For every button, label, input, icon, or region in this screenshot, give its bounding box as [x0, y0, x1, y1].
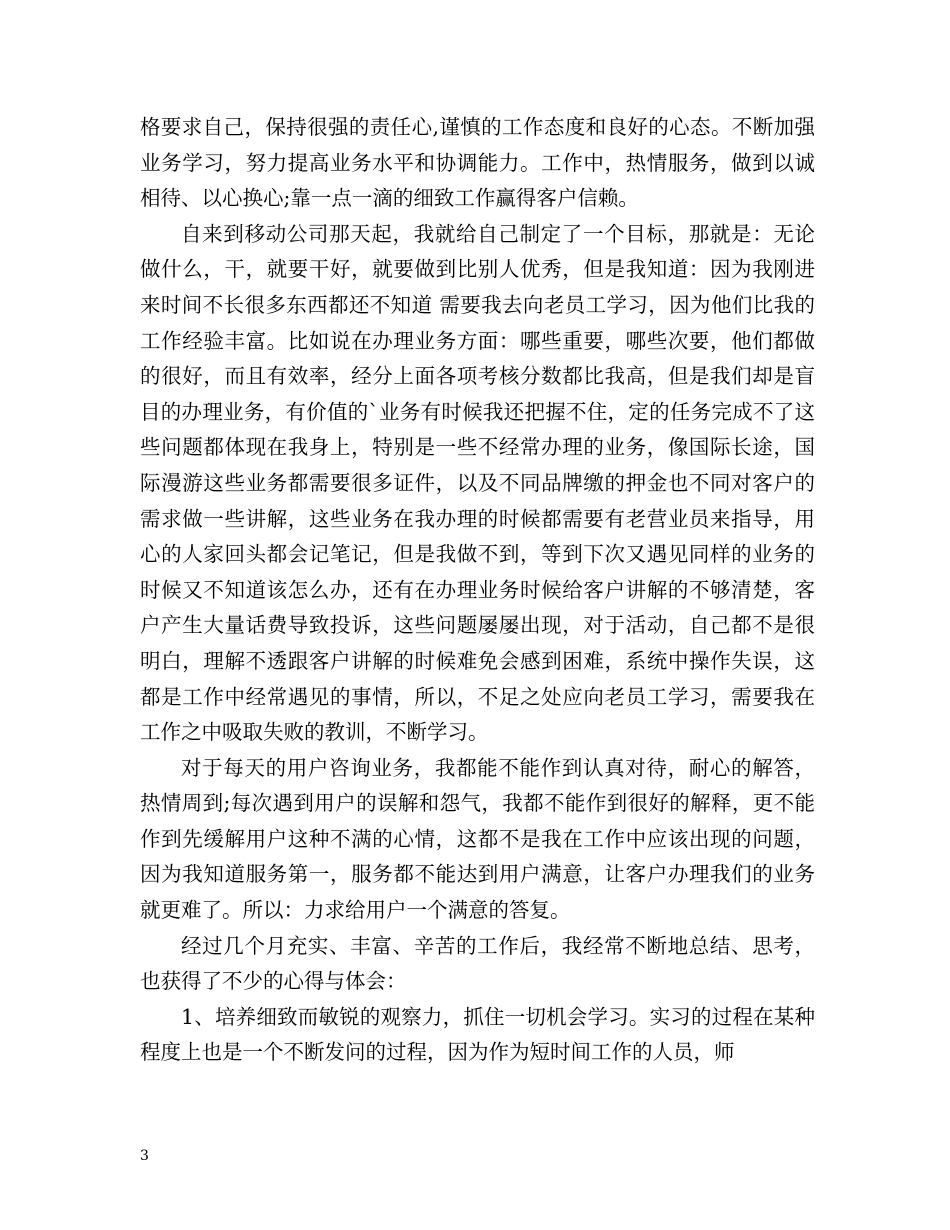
paragraph-5: 1、培养细致而敏锐的观察力，抓住一切机会学习。实习的过程在某种程度上也是一个不断发问的过程，因为作为短时间工作的人员，师	[140, 1004, 815, 1065]
paragraph-4: 经过几个月充实、丰富、辛苦的工作后，我经常不断地总结、思考，也获得了不少的心得与体会：	[140, 933, 815, 994]
body-text	[140, 110, 815, 1071]
paragraph-2: 自来到移动公司那天起，我就给自己制定了一个目标，那就是：无论做什么，干，就要干好，就要做到比别人优秀，但是我知道：因为我刚进来时间不长很多东西都还不知道 需要我去向老员工学习，因为他们比我的工作经验丰富。比如说在办理业务方面：哪些重要，哪些次要，他们都做的很好，而且有效率，经分上面各项考核分数都比我高，但是我们却是盲目的办理业务，有价值的`业务有时候我还把握不住，定的任务完成不了这些问题都体现在我身上，特别是一些不经常办理的业务，像国际长途，国际漫游这些业务都需要很多证件，以及不同品牌缴的押金也不同对客户的需求做一些讲解，这些业务在我办理的时候都需要有老营业员来指导，用心的人家回头都会记笔记，但是我做不到，等到下次又遇见同样的业务的时候又不知道该怎么办，还有在办理业务时候给客户讲解的不够清楚，客户产生大量话费导致投诉，这些问题屡屡出现，对于活动，自己都不是很明白，理解不透跟客户讲解的时候难免会感到困难，系统中操作失误，这都是工作中经常遇见的事情，所以，不足之处应向老员工学习，需要我在工作之中吸取失败的教训，不断学习。	[140, 221, 815, 745]
paragraph-3: 对于每天的用户咨询业务，我都能不能作到认真对待，耐心的解答，热情周到;每次遇到用户的误解和怨气，我都不能作到很好的解释，更不能作到先缓解用户这种不满的心情，这都不是我在工作中应该出现的问题，因为我知道服务第一，服务都不能达到用户满意，让客户办理我们的业务就更难了。所以：力求给用户一个满意的答复。	[140, 755, 815, 923]
paragraph-1: 格要求自己，保持很强的责任心,谨慎的工作态度和良好的心态。不断加强业务学习，努力提高业务水平和协调能力。工作中，热情服务，做到以诚相待、以心换心;靠一点一滴的细致工作赢得客户信赖。	[140, 115, 815, 211]
page-number: 3	[140, 1148, 149, 1164]
